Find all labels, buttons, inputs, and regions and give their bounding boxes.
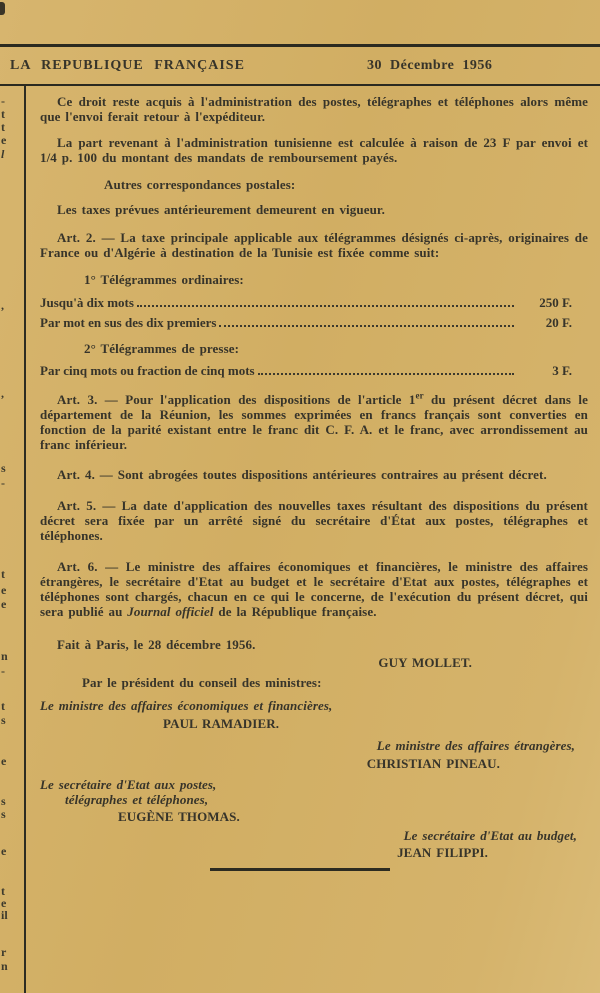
minister-economy-title: Le ministre des affaires économiques et financières, (40, 698, 333, 713)
tariff-row-amount: 20 F. (545, 315, 572, 330)
tariff-row-amount: 250 F. (539, 295, 572, 310)
margin-fragment: t (1, 884, 5, 898)
issue-date: 30 Décembre 1956 (367, 58, 493, 73)
article-6 (40, 559, 588, 619)
article-6-text: Art. 6. — Le ministre des affaires économiques et financières, le ministre des affaires étrangères, le secrétaire d'Etat au budget et le secrétaire d'Etat aux postes, télégraphes et téléphones sont chargés, chacun en ce qui le concerne, de l'exécution du présent décret, qui sera publié au (40, 559, 588, 619)
margin-fragment: l (1, 147, 5, 161)
article-4: Art. 4. — Sont abrogées toutes dispositions antérieures contraires au présent décret. (57, 467, 547, 482)
header-rule-top (0, 44, 600, 47)
tariff-row (40, 363, 588, 378)
paragraph-autres-correspondances: Autres correspondances postales: (104, 177, 296, 192)
margin-fragment: e (1, 597, 7, 611)
header-rule-bottom (0, 84, 600, 86)
margin-fragment: s (1, 713, 6, 727)
margin-fragment: e (1, 133, 7, 147)
paragraph-droit-acquis: Ce droit reste acquis à l'administration des postes, télégraphes et téléphones alors même que l'envoi ferait retour à l'expéditeur. (40, 94, 588, 124)
article-3-text: Art. 3. — Pour l'application des dispositions de l'article 1 (57, 392, 416, 407)
margin-fragment: e (1, 896, 7, 910)
countersign-intro: Par le président du conseil des ministres: (82, 675, 322, 690)
margin-fragment: e (1, 844, 7, 858)
journal-officiel-italic: Journal officiel (127, 604, 214, 619)
article-3 (40, 392, 588, 452)
margin-fragment: t (1, 120, 5, 134)
journal-title: LA REPUBLIQUE FRANÇAISE (10, 58, 245, 73)
margin-fragment: , (1, 298, 4, 312)
article-2: Art. 2. — La taxe principale applicable aux télégrammes désignés ci-après, originaires de France ou d'Algérie à destination de la Tunisie est fixée comme suit: (40, 230, 588, 260)
signature-eugene-thomas: EUGÈNE THOMAS. (118, 809, 240, 824)
scan-artifact-mark (0, 2, 5, 15)
dotted-leader (219, 325, 514, 327)
article-3-text: du présent décret dans le département de la Réunion, les sommes exprimées en francs français sont converties en fonction de la parité existant entre le franc dit C. F. A. et le franc, avec arrondissement au franc inférieur. (40, 392, 588, 452)
margin-fragment: s (1, 807, 6, 821)
margin-fragment: e (1, 754, 7, 768)
dotted-leader (137, 305, 514, 307)
margin-fragment: , (1, 386, 4, 400)
dotted-leader (258, 373, 514, 375)
margin-fragment: - (1, 664, 5, 678)
tariff-section-1-title: 1° Télégrammes ordinaires: (84, 272, 244, 287)
tariff-row (40, 315, 588, 330)
tariff-row-label: Jusqu'à dix mots (40, 295, 134, 310)
dateline: Fait à Paris, le 28 décembre 1956. (57, 637, 256, 652)
tariff-row (40, 295, 588, 310)
section-end-rule (210, 868, 390, 871)
margin-fragment: t (1, 567, 5, 581)
tariff-row-label: Par mot en sus des dix premiers (40, 315, 217, 330)
signature-paul-ramadier: PAUL RAMADIER. (163, 716, 280, 731)
margin-fragment: s (1, 794, 6, 808)
tariff-section-2-title: 2° Télégrammes de presse: (84, 341, 240, 356)
column-divider-rule (24, 86, 26, 993)
minister-foreign-title: Le ministre des affaires étrangères, (376, 738, 575, 753)
article-5: Art. 5. — La date d'application des nouvelles taxes résultant des dispositions du présent décret sera fixée par un arrêté signé du secrétaire d'État aux postes, télégraphes et téléphones. (40, 498, 588, 543)
signature-guy-mollet: GUY MOLLET. (378, 655, 472, 670)
margin-fragment: il (1, 908, 8, 922)
secretary-ptt-title-line2: télégraphes et téléphones, (65, 792, 209, 807)
signature-jean-filippi: JEAN FILIPPI. (397, 845, 488, 860)
secretary-budget-title: Le secrétaire d'Etat au budget, (403, 828, 577, 843)
margin-fragment: n (1, 649, 8, 663)
margin-fragment: - (1, 476, 5, 490)
secretary-ptt-title: Le secrétaire d'Etat aux postes, (40, 777, 217, 792)
margin-fragment: t (1, 699, 5, 713)
margin-fragment: r (1, 945, 7, 959)
paragraph-taxes-prevues: Les taxes prévues antérieurement demeurent en vigueur. (57, 202, 385, 217)
margin-fragment: s (1, 461, 6, 475)
margin-fragment: - (1, 94, 5, 108)
margin-fragment: e (1, 583, 7, 597)
ordinal-superscript: er (415, 390, 424, 401)
decree-text-column (40, 90, 588, 871)
tariff-row-amount: 3 F. (552, 363, 572, 378)
tariff-row-label: Par cinq mots ou fraction de cinq mots (40, 363, 255, 378)
margin-fragment: t (1, 107, 5, 121)
signature-christian-pineau: CHRISTIAN PINEAU. (366, 756, 500, 771)
article-6-text: de la République française. (213, 604, 377, 619)
paragraph-part-tunisienne: La part revenant à l'administration tunisienne est calculée à raison de 23 F par envoi et 1/4 p. 100 du montant des mandats de remboursement payés. (40, 135, 588, 165)
margin-fragment: n (1, 959, 8, 973)
